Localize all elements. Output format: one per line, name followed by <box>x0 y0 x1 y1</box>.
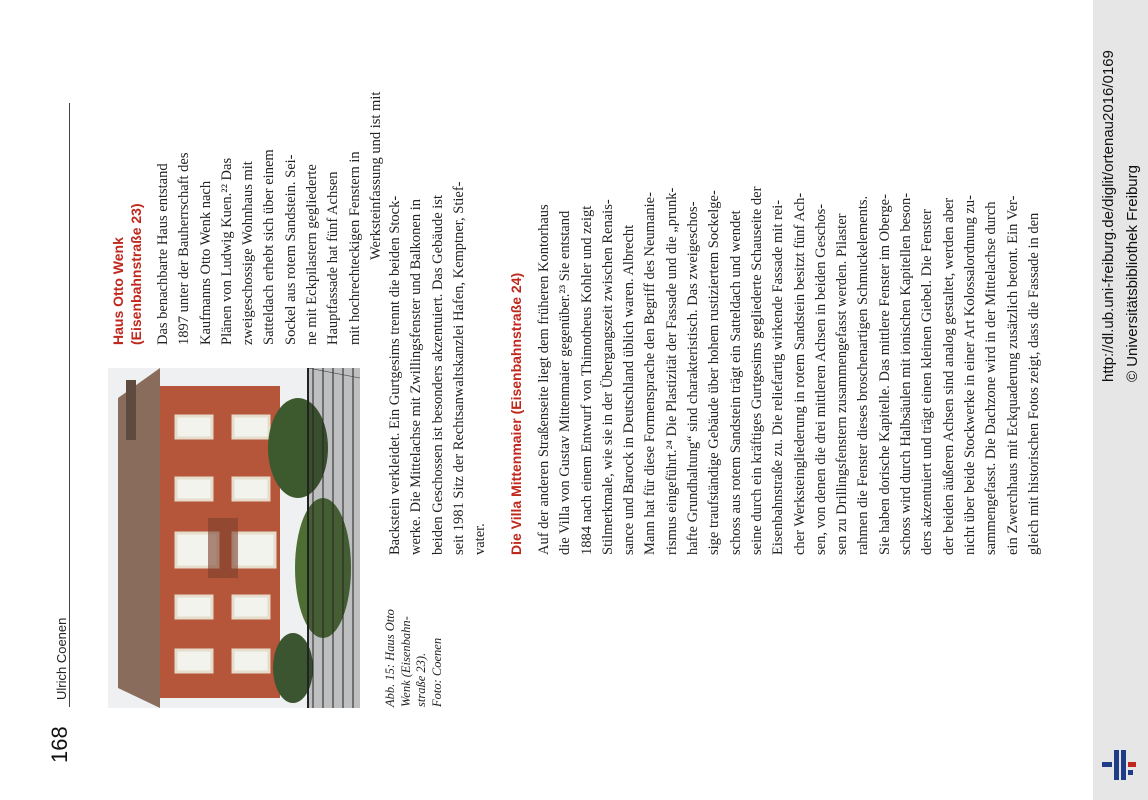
text-line: sige traufständige Gebäude über hohem rustiziertem Sockelge- <box>706 190 723 555</box>
text-line: ne mit Eckpilastern gegliederte <box>304 164 321 345</box>
text-line: rismus eingeführt.²⁴ Die Plastizität der Fassade und die „prunk- <box>663 187 680 555</box>
text-line: 1884 nach einem Entwurf von Thimotheus Kohler und zeigt <box>578 205 595 555</box>
running-header-author: Ulrich Coenen <box>54 617 69 700</box>
text-line: Mann hat für diese Formensprache den Begriff des Neumanie- <box>642 192 659 555</box>
section1-text-short <box>153 91 387 345</box>
caption-line: Foto: Coenen <box>429 637 444 707</box>
page-number: 168 <box>47 726 72 763</box>
text-line: cher Werksteingliederung in rotem Sandstein besitzt fünf Ach- <box>791 192 808 555</box>
text-line: Satteldach erhebt sich über einem <box>261 149 278 345</box>
text-line: die Villa von Gustav Mittenmaier gegenüber.²³ Sie entstand <box>557 210 574 555</box>
text-line: mit hochrechteckigen Fenstern in <box>346 151 363 345</box>
text-line: Plänen von Ludwig Kuen.²² Das <box>218 157 235 345</box>
text-line: sen zu Drillingsfenstern zusammengefasst werden. Pilaster <box>834 213 851 555</box>
text-line: 1897 unter der Bauherrschaft des <box>176 152 193 345</box>
text-line: werke. Die Mittelachse mit Zwillingsfenster und Balkonen in <box>408 199 425 555</box>
text-line: Werksteinfassung und ist mit <box>367 91 384 260</box>
caption-line: straße 23). <box>414 652 428 707</box>
text-line: Eisenbahnstraße zu. Die reliefartig wirkende Fassade mit rei- <box>770 199 787 555</box>
caption-line: Wenk (Eisenbahn- <box>398 616 413 707</box>
photo-haus-otto-wenk <box>108 368 360 708</box>
text-line: zweigeschossige Wohnhaus mit <box>240 161 257 345</box>
text-line: ders akzentuiert und trägt einen kleinen Giebel. Die Fenster <box>919 209 936 555</box>
text-line: hafte Grundhaltung“ sind charakteristisch. Das zweigeschos- <box>685 201 702 555</box>
text-line: Stilmerkmale, wie sie in der Übergangszeit zwischen Renais- <box>599 199 616 555</box>
text-line: seine durch ein kräftiges Gurtgesims gegliederte Schauseite der <box>748 186 765 555</box>
text-line: Kaufmanns Otto Wenk nach <box>197 180 214 345</box>
text-line: seit 1981 Sitz der Rechtsanwaltskanzlei Hafen, Kemptner, Stief- <box>450 181 467 555</box>
ub-freiburg-logo-icon <box>1100 748 1142 782</box>
text-line: Backstein verkleidet. Ein Gurtgesims trennt die beiden Stock- <box>387 195 403 555</box>
text-line: rahmen die Fenster dieses broschenartigen Schmuckelements. <box>855 195 872 555</box>
text-line: Sie haben dorische Kapitelle. Das mittlere Fenster im Oberge- <box>876 194 893 555</box>
text-line: sammengefasst. Die Dachzone wird in der Mittelachse durch <box>983 201 1000 555</box>
section-heading-villa-mittenmaier: Die Villa Mittenmaier (Eisenbahnstraße 24) <box>508 272 524 555</box>
text-line: nicht über beide Stockwerke in einer Art Kolossalordnung zu- <box>961 195 978 555</box>
text-line: schoss wird durch Halbsäulen mit ionischen Kapitellen beson- <box>898 192 915 555</box>
text-line: der beiden äußeren Achsen sind analog gestaltet, werden aber <box>940 197 957 555</box>
text-line: Das benachbarte Haus entstand <box>155 163 171 345</box>
section2-text <box>534 103 1045 555</box>
text-line: Sockel aus rotem Sandstein. Sei- <box>282 154 299 345</box>
text-line: schoss aus rotem Sandstein trägt ein Satteldach und wendet <box>727 210 744 555</box>
header-rule <box>69 103 70 707</box>
copyright-notice: © Universitätsbibliothek Freiburg <box>1124 165 1141 382</box>
text-line: vater. <box>472 523 489 555</box>
caption-line: Abb. 15: Haus Otto <box>383 609 397 707</box>
text-line: ein Zwerchhaus mit Eckquaderung zusätzlich betont. Ein Ver- <box>1004 195 1021 555</box>
text-line: sance und Barock in Deutschland üblich waren. Albrecht <box>621 224 638 555</box>
section1-text-long <box>385 103 491 555</box>
section-heading-haus-otto-wenk <box>109 203 145 345</box>
text-line: Hauptfassade hat fünf Achsen <box>325 171 342 345</box>
figure-caption <box>383 609 445 707</box>
text-line: gleich mit historischen Fotos zeigt, dass die Fassade in den <box>1025 212 1042 555</box>
source-url[interactable]: http://dl.ub.uni-freiburg.de/diglit/ortenau2016/0169 <box>1100 50 1117 382</box>
heading-line: (Eisenbahnstraße 23) <box>128 203 144 345</box>
text-line: Auf der anderen Straßenseite liegt dem früheren Kontorhaus <box>536 204 552 555</box>
text-line: beiden Geschossen ist besonders akzentuiert. Das Gebäude ist <box>429 195 446 555</box>
heading-line: Haus Otto Wenk <box>110 237 126 345</box>
text-line: sen, von denen die drei mittleren Achsen in beiden Geschos- <box>812 203 829 555</box>
